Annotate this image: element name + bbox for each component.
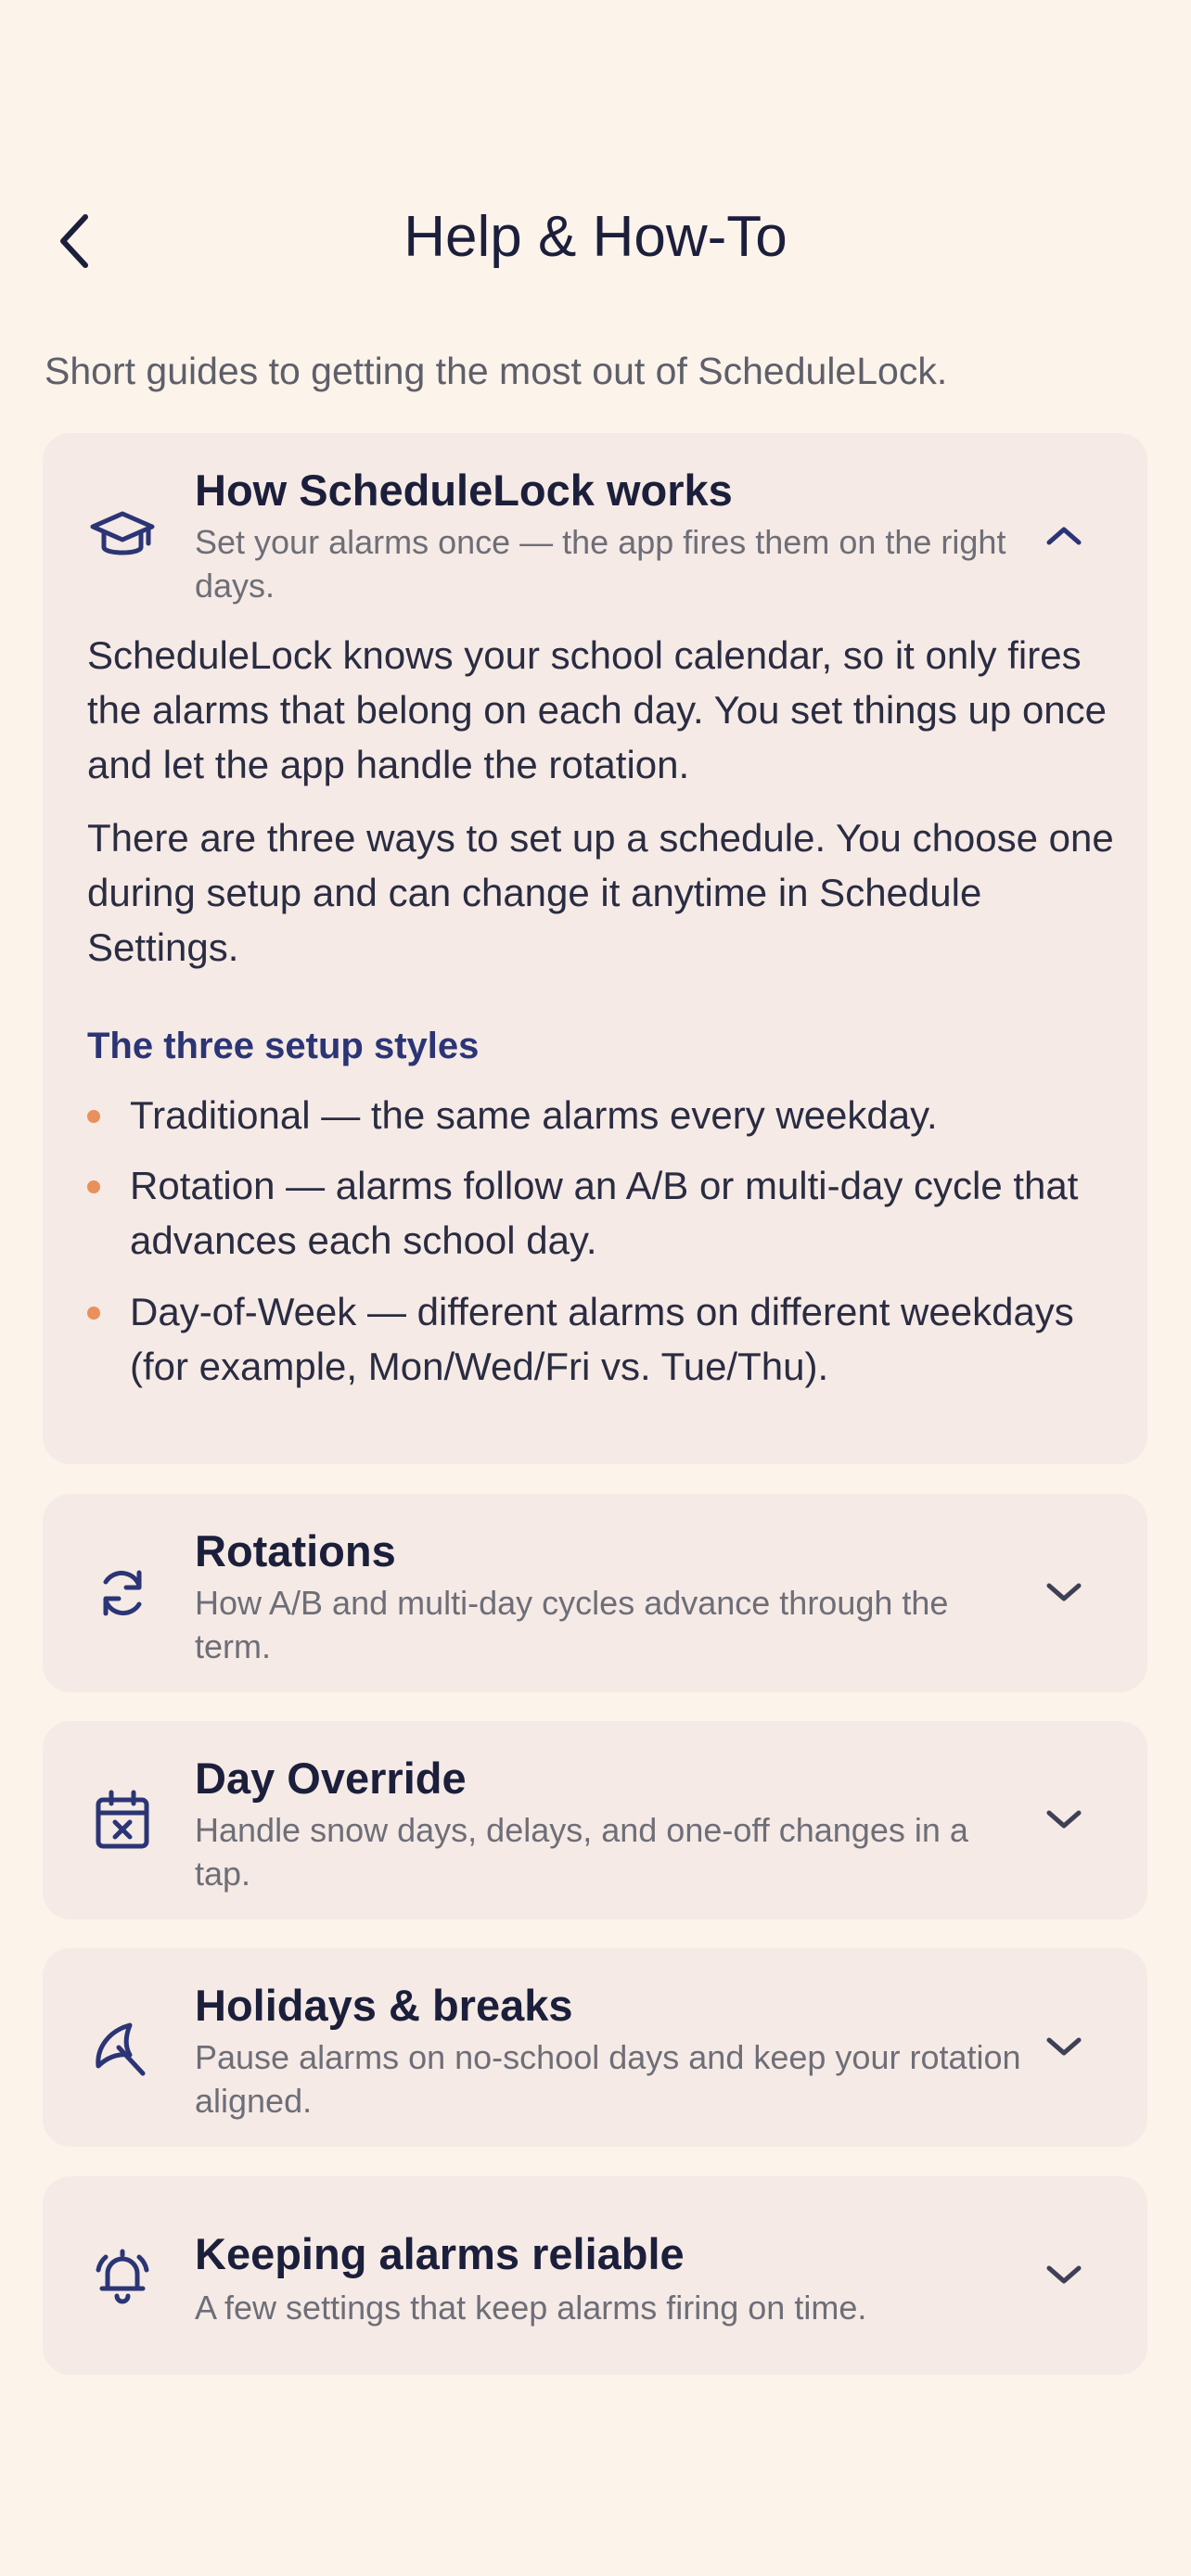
calendar-x-icon xyxy=(89,1787,156,1854)
section-title: Keeping alarms reliable xyxy=(195,2229,685,2278)
chevron-down-icon xyxy=(1036,2020,1092,2075)
section-header-holidays[interactable] xyxy=(43,1948,1147,2147)
bullet-dot xyxy=(87,1110,100,1123)
section-description: How A/B and multi-day cycles advance through the term. xyxy=(195,1584,949,1665)
chevron-down-icon xyxy=(1036,2248,1092,2303)
section-title: How ScheduleLock works xyxy=(195,465,733,515)
chevron-down-icon xyxy=(1036,1565,1092,1621)
section-description: A few settings that keep alarms firing on time. xyxy=(195,2289,867,2327)
section-header-how-it-works[interactable] xyxy=(43,433,1147,631)
bullet-dot xyxy=(87,1180,100,1193)
list-item-text: Day-of-Week — different alarms on different weekdays (for example, Mon/Wed/Fri vs. Tue/Thu). xyxy=(130,1290,1074,1388)
refresh-icon xyxy=(89,1560,156,1626)
section-header-day-override[interactable] xyxy=(43,1721,1147,1919)
section-header-rotations[interactable] xyxy=(43,1494,1147,1692)
section-card-day-override[interactable] xyxy=(43,1721,1147,1919)
bullet-dot xyxy=(87,1307,100,1320)
umbrella-icon xyxy=(89,2014,156,2081)
section-title: Holidays & breaks xyxy=(195,1981,573,2030)
chevron-up-icon xyxy=(1036,507,1092,563)
top-bar xyxy=(0,176,1191,299)
section-title: Rotations xyxy=(195,1526,396,1575)
section-card-reliability[interactable] xyxy=(43,2176,1147,2375)
section-description: Pause alarms on no-school days and keep your rotation aligned. xyxy=(195,2038,1021,2120)
alarm-bell-icon xyxy=(89,2242,156,2309)
chevron-down-icon xyxy=(1036,1792,1092,1848)
section-header-reliability[interactable] xyxy=(43,2176,1147,2375)
page-title: Help & How-To xyxy=(403,205,788,269)
page-subtitle: Short guides to getting the most out of ScheduleLock. xyxy=(45,350,948,392)
section-description: Handle snow days, delays, and one-off changes in a tap. xyxy=(195,1811,968,1893)
section-card-holidays[interactable] xyxy=(43,1948,1147,2147)
section-card-rotations[interactable] xyxy=(43,1494,1147,1692)
section-paragraph: ScheduleLock knows your school calendar, so it only fires the alarms that belong on each day. You set things up once and let the app handle the rotation. xyxy=(87,633,1108,786)
section-paragraph: There are three ways to set up a schedule. You choose one during setup and can change it anytime in Schedule Settings. xyxy=(87,816,1114,969)
section-title: Day Override xyxy=(195,1753,467,1803)
setup-styles-heading: The three setup styles xyxy=(87,1026,480,1066)
section-description: Set your alarms once — the app fires them on the right days. xyxy=(195,523,1006,605)
section-card-how-it-works xyxy=(43,433,1147,1464)
graduation-cap-icon xyxy=(89,503,156,569)
list-item-text: Rotation — alarms follow an A/B or multi-day cycle that advances each school day. xyxy=(130,1164,1079,1262)
list-item-text: Traditional — the same alarms every weekday. xyxy=(130,1093,938,1137)
